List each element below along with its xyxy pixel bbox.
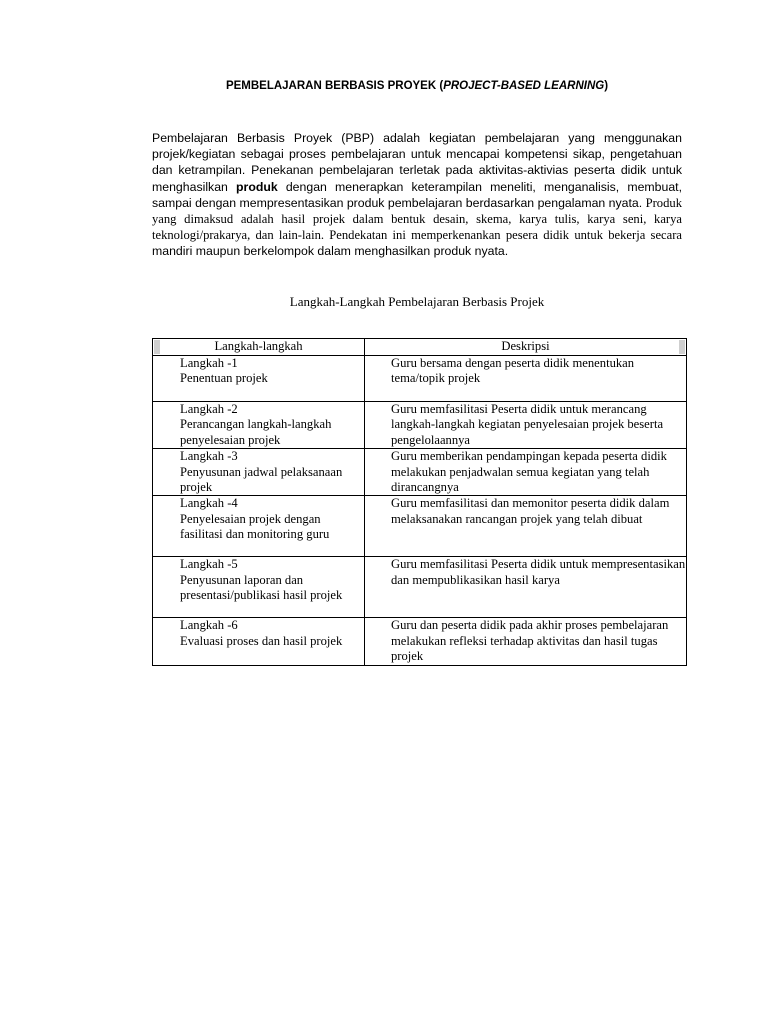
step-cell bbox=[153, 557, 365, 618]
step-cell bbox=[153, 618, 365, 665]
step-description: Guru memfasilitasi dan memonitor peserta didik dalam melaksanakan rancangan projek yang telah dibuat bbox=[365, 496, 687, 557]
step-cell bbox=[153, 496, 365, 557]
intro-paragraph bbox=[152, 130, 682, 260]
header-steps bbox=[153, 339, 365, 356]
step-description: Guru memfasilitasi Peserta didik untuk mempresentasikan dan mempublikasikan hasil karya bbox=[365, 557, 687, 618]
title-closing-paren: ) bbox=[604, 80, 609, 92]
table-row bbox=[153, 356, 687, 402]
step-name: Penentuan projek bbox=[180, 371, 268, 386]
step-number: Langkah -6 bbox=[180, 618, 238, 633]
header-shade-left bbox=[154, 340, 160, 354]
table-caption: Langkah-Langkah Pembelajaran Berbasis Projek bbox=[289, 294, 545, 309]
step-name: Perancangan langkah-langkah penyelesaian projek bbox=[180, 417, 332, 447]
table-row bbox=[153, 402, 687, 449]
paragraph-serif-part: Produk yang dimaksud adalah hasil projek dalam bentuk desain, skema, karya tulis, karya seni, karya teknologi/prakarya, dan lain-lain. Pendekatan ini memperkenankan pesera didik untuk bekerja secara bbox=[152, 195, 682, 243]
document-title bbox=[152, 78, 682, 94]
step-number: Langkah -5 bbox=[180, 557, 238, 572]
step-description: Guru memfasilitasi Peserta didik untuk merancang langkah-langkah kegiatan penyelesaian projek beserta pengelolaannya bbox=[365, 402, 687, 449]
step-name: Penyelesaian projek dengan fasilitasi dan monitoring guru bbox=[180, 511, 330, 542]
step-number: Langkah -2 bbox=[180, 402, 238, 416]
step-number: Langkah -1 bbox=[180, 356, 238, 370]
step-description: Guru bersama dengan peserta didik menentukan tema/topik projek bbox=[365, 356, 687, 402]
header-steps-label: Langkah-langkah bbox=[214, 339, 303, 354]
step-name: Penyusunan jadwal pelaksanaan projek bbox=[180, 464, 343, 495]
paragraph-part-2: dengan menerapkan keterampilan meneliti, menganalisis, membuat, sampai dengan mempresentasikan produk pembelajaran berdasarkan pengalaman nyata. bbox=[152, 179, 682, 210]
table-row bbox=[153, 557, 687, 618]
table-row bbox=[153, 496, 687, 557]
step-number: Langkah -3 bbox=[180, 449, 238, 464]
step-cell bbox=[153, 449, 365, 496]
step-cell bbox=[153, 356, 365, 402]
table-row bbox=[153, 449, 687, 496]
header-description bbox=[365, 339, 687, 356]
header-shade-right bbox=[679, 340, 685, 354]
header-description-label: Deskripsi bbox=[501, 339, 550, 354]
table-row bbox=[153, 618, 687, 665]
step-cell bbox=[153, 402, 365, 449]
step-name: Penyusunan laporan dan presentasi/publikasi hasil projek bbox=[180, 572, 343, 603]
table-header-row bbox=[153, 339, 687, 356]
paragraph-part-1: Pembelajaran Berbasis Proyek (PBP) adalah kegiatan pembelajaran yang menggunakan projek/kegiatan sebagai proses pembelajaran untuk mencapai kompetensi sikap, pengetahuan dan ketrampilan. Penekanan pembelajaran terletak pada aktivitas-aktivias peserta didik untuk menghasilkan bbox=[152, 131, 682, 194]
title-italic-text: PROJECT-BASED LEARNING bbox=[443, 80, 605, 92]
paragraph-part-3: mandiri maupun berkelompok dalam menghasilkan produk nyata. bbox=[152, 244, 509, 259]
step-description: Guru dan peserta didik pada akhir proses pembelajaran melakukan refleksi terhadap aktivitas dan hasil tugas projek bbox=[365, 618, 687, 665]
table-body bbox=[153, 356, 687, 666]
step-name: Evaluasi proses dan hasil projek bbox=[180, 633, 343, 648]
step-description: Guru memberikan pendampingan kepada peserta didik melakukan penjadwalan semua kegiatan yang telah dirancangnya bbox=[365, 449, 687, 496]
paragraph-bold-word: produk bbox=[236, 179, 278, 194]
title-text: PEMBELAJARAN BERBASIS PROYEK ( bbox=[225, 80, 444, 92]
steps-table bbox=[152, 338, 687, 666]
step-number: Langkah -4 bbox=[180, 496, 238, 511]
